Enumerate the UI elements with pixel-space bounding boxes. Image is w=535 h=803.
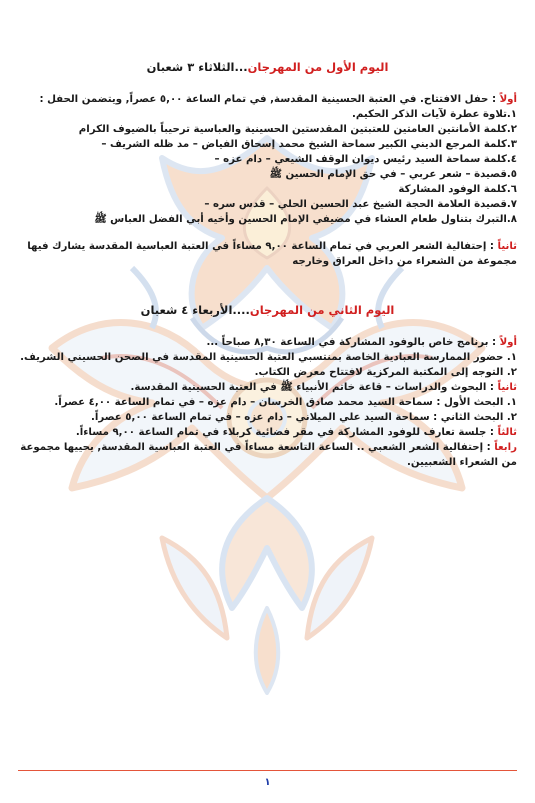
section-lead: رابعاً: [494, 442, 517, 453]
section-text: : حفل الافتتاح. في العتبة الحسينية المقدسة, في تمام الساعة ٥,٠٠ عصراً, ويتضمن الحفل :: [39, 94, 497, 105]
section-text: : جلسة تعارف للوفود المشاركة في مقر فضائية كربلاء في تمام الساعة ٩,٠٠ مساءاً.: [75, 427, 494, 438]
list-item: ٢. التوجه إلى المكتبة المركزية لافتتاح معرض الكتاب.: [254, 367, 517, 378]
list-item: ١. البحث الأول : سماحة السيد محمد صادق الخرسان – دام عزه – في تمام الساعة ٤,٠٠ عصراً.: [54, 397, 517, 408]
section-text: : إحتفالية الشعر الشعبي .. الساعة التاسعة مساءاً في العتبة العباسية المقدسة, يحييها مجموعة من الشعراء الشعبيين.: [20, 442, 517, 468]
section-lead: ثانياً: [497, 382, 517, 393]
day-two-section-two: [18, 380, 517, 395]
list-item: ١. حضور الممارسة العبادية الخاصة بمنتسبي العتبة الحسينية المقدسة في الصحن الحسيني الشريف.: [20, 352, 517, 363]
day-one-title-date: ...الثلاثاء ٣ شعبان: [146, 60, 248, 74]
list-item: ٨.التبرك بتناول طعام العشاء في مضيفي الإمام الحسين وأخيه أبي الفضل العباس ﷺ: [94, 214, 517, 225]
page-number: ١: [264, 777, 271, 788]
list-item: ٢. البحث الثاني : سماحة السيد علي الميلاني – دام عزه – في تمام الساعة ٥,٠٠ عصراً.: [91, 412, 517, 423]
section-lead: أولاً: [499, 94, 517, 105]
list-item: ٥.قصيدة – شعر عربي – في حق الإمام الحسين ﷺ: [269, 169, 517, 180]
list-item: ٧.قصيدة العلامة الحجة الشيخ عبد الحسين الحلي – قدس سره –: [204, 199, 517, 210]
day-one-section-two: [18, 239, 517, 269]
list-item: ٣.كلمة المرجع الديني الكبير سماحة الشيخ محمد إسحاق الفياض – مد ظله الشريف –: [101, 139, 517, 150]
day-one-title-red: اليوم الأول من المهرجان: [247, 60, 389, 74]
day-two-title-red: اليوم الثاني من المهرجان: [249, 303, 395, 317]
day-two-section-three: [18, 425, 517, 440]
section-text: : إحتفالية الشعر العربي في تمام الساعة ٩,٠٠ مساءاً في العتبة العباسية المقدسة يشارك فيها مجموعة من الشعراء من داخل العراق وخارجه: [27, 241, 517, 267]
section-lead: ثالثاً: [497, 427, 517, 438]
day-two-title-date: ....الأربعاء ٤ شعبان: [140, 303, 250, 317]
program-content: [18, 0, 517, 470]
section-text: : برنامج خاص بالوفود المشاركة في الساعة ٨,٣٠ صباحاً ...: [206, 337, 497, 348]
day-one-section-one: [18, 92, 517, 107]
day-two-section-four: [18, 440, 517, 470]
list-item: ٤.كلمة سماحة السيد رئيس ديوان الوقف الشيعي – دام عزه –: [214, 154, 517, 165]
day-two-heading: [18, 303, 517, 317]
footer-rule: [18, 770, 517, 771]
section-lead: ثانياً: [497, 241, 517, 252]
section-lead: أولاً: [499, 337, 517, 348]
section-text: : البحوث والدراسات – قاعة خاتم الأنبياء ﷺ في العتبة الحسينية المقدسة.: [130, 382, 494, 393]
list-item: ٦.كلمة الوفود المشاركة: [398, 184, 517, 195]
list-item: ١.تلاوة عطرة لآيات الذكر الحكيم.: [352, 109, 517, 120]
list-item: ٢.كلمة الأمانتين العامتين للعتبتين المقدستين الحسينية والعباسية ترحيباً بالضيوف الكرام: [78, 124, 517, 135]
day-one-heading: [18, 60, 517, 74]
day-two-section-one: [18, 335, 517, 350]
